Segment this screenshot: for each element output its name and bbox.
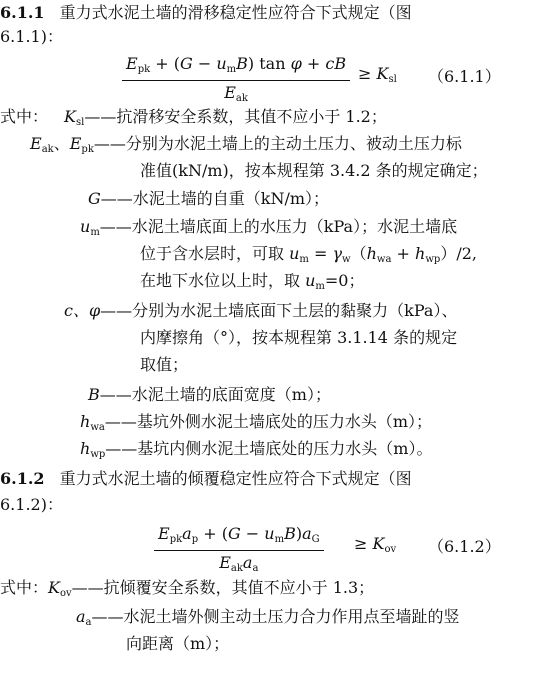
section-6-1-1-heading-cont: 6.1.1)： [0,27,63,46]
def-c-phi-cont2: 取值； [140,355,189,374]
equation-6-1-1-fraction [122,54,350,109]
def-text: ——水泥土墙的自重（kN/m）； [100,189,330,208]
def-B: B——水泥土墙的底面宽度（m）； [88,385,331,404]
equation-number: （6.1.1） [428,67,501,86]
equation-numerator: $E_{pk}a_p + (G - u_mB)a_G$ [158,524,320,545]
def-um: $u_m——$水泥土墙底面上的水压力（kPa）；水泥土墙底 [80,217,458,238]
section-text: 重力式水泥土墙的倾覆稳定性应符合下式规定（图 [59,469,412,488]
equation-6-1-2-fraction [154,524,324,579]
section-6-1-2-heading-cont: 6.1.2)： [0,495,63,514]
section-6-1-2-heading [0,468,412,490]
def-um-cont: 位于含水层时，可取 $u_m = \gamma_w(h_{wa} + h_{wp})/2$, [140,244,477,265]
section-number: 6.1.2 [0,469,45,488]
equation-denominator: $E_{ak}$ [122,80,350,109]
def-text: ——抗滑移安全系数，其值不应小于 1.2； [84,107,387,126]
section-number: 6.1.1 [0,3,45,22]
section-text: 重力式水泥土墙的滑移稳定性应符合下式规定（图 [59,3,412,22]
equation-denominator: $E_{ak}a_a$ [154,550,324,579]
def-Ksl: 式中： $K_{sl}——$抗滑移安全系数，其值不应小于 1.2； [0,107,387,128]
def-text: ——水泥土墙外侧主动土压力合力作用点至墙趾的竖 [91,607,460,626]
equation-numerator: $E_{pk} + (G - u_mB)$ tan φ + cB [126,54,347,75]
equation-6-1-1-rhs: ≥ $K_{sl}$ [358,64,397,85]
def-hwp: $h_{wp}——$基坑内侧水泥土墙底处的压力水头（m）。 [80,439,433,460]
def-text: ——水泥土墙的底面宽度（m）； [99,385,331,404]
def-intro: 式中： [0,578,49,597]
def-c-phi: c、φ——分别为水泥土墙底面下土层的黏聚力（kPa）、 [64,301,458,320]
def-aa-cont: 向距离（m）； [126,634,230,653]
def-text: ——水泥土墙底面上的水压力（kPa）；水泥土墙底 [99,217,458,236]
def-Eak-Epk: $E_{ak}$、$E_{pk}——$分别为水泥土墙上的主动土压力、被动土压力标 [30,134,462,155]
def-text: ——基坑内侧水泥土墙底处的压力水头（m）。 [105,439,433,458]
equation-6-1-2-rhs: ≥ $K_{ov}$ [354,534,397,555]
def-text: ——基坑外侧水泥土墙底处的压力水头（m）； [104,412,433,431]
def-text: ——分别为水泥土墙底面下土层的黏聚力（kPa）、 [100,301,458,320]
def-Kov: 式中：$K_{ov}——$抗倾覆安全系数，其值不应小于 1.3； [0,578,375,599]
def-text: ——分别为水泥土墙上的主动土压力、被动土压力标 [93,134,462,153]
section-6-1-1-heading [0,2,412,24]
def-hwa: $h_{wa}——$基坑外侧水泥土墙底处的压力水头（m）； [80,412,433,433]
def-G: G——水泥土墙的自重（kN/m）； [88,189,330,208]
def-text: ——抗倾覆安全系数，其值不应小于 1.3； [71,578,375,597]
def-c-phi-cont: 内摩擦角（°），按本规程第 3.1.14 条的规定 [140,328,458,347]
def-um-cont2: 在地下水位以上时，取 $u_m=0$； [140,271,365,292]
def-Eak-cont: 准值(kN/m)，按本规程第 3.4.2 条的规定确定； [140,161,488,180]
equation-number: （6.1.2） [428,537,501,556]
def-aa: $a_a——$水泥土墙外侧主动土压力合力作用点至墙趾的竖 [76,607,460,628]
def-intro: 式中： [0,107,49,126]
